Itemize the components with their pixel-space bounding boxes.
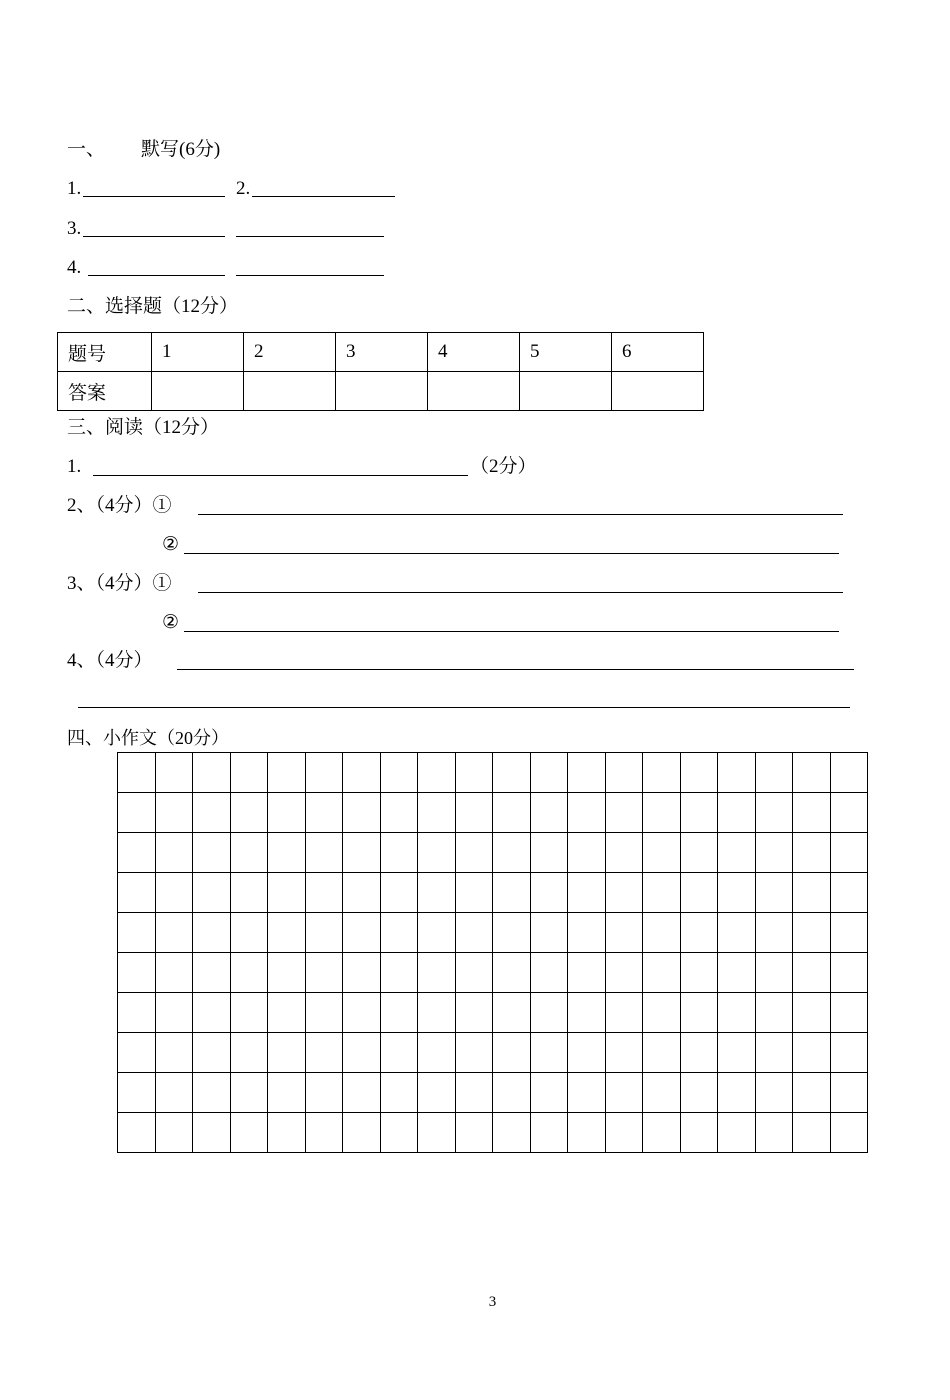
grid-cell[interactable]	[756, 833, 794, 873]
grid-cell[interactable]	[606, 1033, 644, 1073]
grid-cell[interactable]	[756, 873, 794, 913]
grid-cell[interactable]	[118, 1113, 156, 1153]
grid-cell[interactable]	[381, 793, 419, 833]
grid-cell[interactable]	[756, 1073, 794, 1113]
grid-cell[interactable]	[306, 873, 344, 913]
grid-cell[interactable]	[193, 873, 231, 913]
answer-cell-3[interactable]	[336, 372, 428, 411]
reading-q2-label: 2、（4分）①	[67, 495, 172, 516]
grid-cell[interactable]	[193, 913, 231, 953]
grid-cell[interactable]	[193, 1033, 231, 1073]
fill-label-2: 2.	[236, 178, 251, 199]
grid-cell[interactable]	[456, 913, 494, 953]
grid-cell[interactable]	[718, 993, 756, 1033]
grid-cell[interactable]	[531, 833, 569, 873]
grid-cell[interactable]	[268, 873, 306, 913]
essay-grid[interactable]	[117, 752, 868, 1153]
answer-table	[57, 332, 704, 411]
grid-cell[interactable]	[718, 1073, 756, 1113]
grid-cell[interactable]	[568, 993, 606, 1033]
reading-q4-label: 4、（4分）	[67, 650, 153, 671]
table-cell: 答案	[58, 372, 152, 411]
grid-cell[interactable]	[493, 833, 531, 873]
grid-cell[interactable]	[793, 793, 831, 833]
grid-cell[interactable]	[831, 953, 869, 993]
section1-title: 默写(6分)	[141, 139, 221, 160]
grid-cell[interactable]	[156, 1033, 194, 1073]
grid-cell[interactable]	[268, 913, 306, 953]
grid-cell[interactable]	[643, 913, 681, 953]
reading-q3-label: 3、（4分）①	[67, 573, 172, 594]
grid-cell[interactable]	[493, 1033, 531, 1073]
grid-cell[interactable]	[606, 953, 644, 993]
fill-label-3: 3.	[67, 218, 82, 239]
grid-cell[interactable]	[493, 993, 531, 1033]
grid-cell[interactable]	[381, 913, 419, 953]
table-cell: 5	[520, 333, 612, 372]
grid-cell[interactable]	[343, 1073, 381, 1113]
grid-cell[interactable]	[831, 833, 869, 873]
reading-q4-blank-2[interactable]	[78, 707, 850, 708]
grid-cell[interactable]	[118, 953, 156, 993]
grid-cell[interactable]	[118, 1033, 156, 1073]
grid-cell[interactable]	[193, 953, 231, 993]
grid-cell[interactable]	[606, 1113, 644, 1153]
grid-cell[interactable]	[756, 1033, 794, 1073]
section2-title: 二、选择题（12分）	[67, 296, 239, 317]
grid-cell[interactable]	[531, 1033, 569, 1073]
grid-cell[interactable]	[831, 753, 869, 793]
grid-cell[interactable]	[193, 753, 231, 793]
grid-cell[interactable]	[606, 913, 644, 953]
grid-cell[interactable]	[681, 913, 719, 953]
grid-cell[interactable]	[756, 793, 794, 833]
grid-cell[interactable]	[418, 913, 456, 953]
grid-cell[interactable]	[606, 873, 644, 913]
grid-cell[interactable]	[831, 873, 869, 913]
grid-cell[interactable]	[343, 833, 381, 873]
grid-cell[interactable]	[606, 993, 644, 1033]
grid-cell[interactable]	[418, 793, 456, 833]
grid-cell[interactable]	[231, 753, 269, 793]
grid-cell[interactable]	[456, 1113, 494, 1153]
grid-cell[interactable]	[118, 753, 156, 793]
grid-cell[interactable]	[456, 753, 494, 793]
grid-cell[interactable]	[531, 1073, 569, 1113]
grid-cell[interactable]	[231, 793, 269, 833]
grid-cell[interactable]	[343, 1033, 381, 1073]
grid-cell[interactable]	[156, 953, 194, 993]
grid-cell[interactable]	[268, 993, 306, 1033]
answer-cell-5[interactable]	[520, 372, 612, 411]
grid-cell[interactable]	[156, 793, 194, 833]
fill-blank-3b[interactable]	[236, 236, 384, 237]
fill-blank-2[interactable]	[252, 196, 395, 197]
grid-cell[interactable]	[831, 1113, 869, 1153]
grid-cell[interactable]	[343, 793, 381, 833]
grid-cell[interactable]	[568, 873, 606, 913]
grid-cell[interactable]	[456, 793, 494, 833]
grid-cell[interactable]	[531, 753, 569, 793]
grid-cell[interactable]	[718, 793, 756, 833]
grid-cell[interactable]	[156, 833, 194, 873]
grid-cell[interactable]	[793, 1113, 831, 1153]
grid-cell[interactable]	[718, 873, 756, 913]
grid-cell[interactable]	[418, 873, 456, 913]
grid-cell[interactable]	[456, 993, 494, 1033]
fill-blank-4a[interactable]	[88, 275, 225, 276]
grid-cell[interactable]	[231, 1033, 269, 1073]
grid-cell[interactable]	[568, 913, 606, 953]
grid-cell[interactable]	[118, 1073, 156, 1113]
grid-cell[interactable]	[793, 1033, 831, 1073]
grid-cell[interactable]	[118, 993, 156, 1033]
grid-cell[interactable]	[268, 793, 306, 833]
grid-cell[interactable]	[381, 953, 419, 993]
grid-cell[interactable]	[756, 993, 794, 1033]
grid-cell[interactable]	[793, 993, 831, 1033]
table-cell: 3	[336, 333, 428, 372]
grid-cell[interactable]	[231, 873, 269, 913]
grid-cell[interactable]	[306, 793, 344, 833]
grid-cell[interactable]	[643, 753, 681, 793]
grid-cell[interactable]	[118, 873, 156, 913]
grid-cell[interactable]	[381, 753, 419, 793]
section1-number: 一、	[67, 139, 106, 160]
grid-cell[interactable]	[718, 753, 756, 793]
grid-cell[interactable]	[681, 793, 719, 833]
grid-cell[interactable]	[568, 753, 606, 793]
grid-cell[interactable]	[268, 753, 306, 793]
grid-cell[interactable]	[493, 753, 531, 793]
grid-cell[interactable]	[381, 873, 419, 913]
grid-cell[interactable]	[831, 1073, 869, 1113]
grid-cell[interactable]	[568, 1073, 606, 1113]
grid-cell[interactable]	[681, 833, 719, 873]
grid-cell[interactable]	[343, 993, 381, 1033]
grid-cell[interactable]	[306, 953, 344, 993]
reading-q2-blank-1[interactable]	[198, 514, 843, 515]
grid-cell[interactable]	[418, 753, 456, 793]
grid-cell[interactable]	[606, 833, 644, 873]
grid-cell[interactable]	[568, 1033, 606, 1073]
reading-q1-score: （2分）	[470, 456, 537, 477]
fill-label-1: 1.	[67, 178, 82, 199]
grid-cell[interactable]	[118, 793, 156, 833]
grid-cell[interactable]	[606, 753, 644, 793]
section4-title: 四、小作文（20分）	[67, 728, 229, 748]
grid-cell[interactable]	[156, 753, 194, 793]
grid-cell[interactable]	[118, 833, 156, 873]
grid-cell[interactable]	[456, 1033, 494, 1073]
answer-cell-1[interactable]	[152, 372, 244, 411]
grid-cell[interactable]	[756, 1113, 794, 1153]
grid-cell[interactable]	[118, 913, 156, 953]
answer-cell-6[interactable]	[612, 372, 704, 411]
grid-cell[interactable]	[456, 953, 494, 993]
grid-cell[interactable]	[718, 1033, 756, 1073]
grid-cell[interactable]	[156, 1113, 194, 1153]
grid-cell[interactable]	[156, 1073, 194, 1113]
reading-q2-sub2: ②	[162, 534, 180, 555]
table-cell: 4	[428, 333, 520, 372]
reading-q3-sub2: ②	[162, 612, 180, 633]
grid-cell[interactable]	[756, 753, 794, 793]
grid-cell[interactable]	[493, 1113, 531, 1153]
table-cell: 6	[612, 333, 704, 372]
grid-cell[interactable]	[193, 793, 231, 833]
grid-cell[interactable]	[343, 873, 381, 913]
grid-cell[interactable]	[793, 953, 831, 993]
grid-cell[interactable]	[681, 993, 719, 1033]
grid-cell[interactable]	[381, 1073, 419, 1113]
grid-cell[interactable]	[493, 873, 531, 913]
fill-label-4: 4.	[67, 257, 82, 278]
grid-cell[interactable]	[306, 833, 344, 873]
grid-cell[interactable]	[531, 873, 569, 913]
grid-cell[interactable]	[343, 953, 381, 993]
grid-cell[interactable]	[343, 913, 381, 953]
grid-cell[interactable]	[643, 793, 681, 833]
grid-cell[interactable]	[418, 1073, 456, 1113]
grid-cell[interactable]	[493, 1073, 531, 1113]
grid-cell[interactable]	[568, 833, 606, 873]
grid-cell[interactable]	[831, 793, 869, 833]
grid-cell[interactable]	[531, 913, 569, 953]
grid-cell[interactable]	[381, 993, 419, 1033]
grid-cell[interactable]	[643, 1033, 681, 1073]
grid-cell[interactable]	[381, 1113, 419, 1153]
grid-cell[interactable]	[493, 793, 531, 833]
grid-cell[interactable]	[193, 993, 231, 1033]
grid-cell[interactable]	[493, 913, 531, 953]
reading-q2-blank-2[interactable]	[184, 553, 839, 554]
grid-cell[interactable]	[531, 1113, 569, 1153]
grid-cell[interactable]	[568, 793, 606, 833]
grid-cell[interactable]	[381, 1033, 419, 1073]
grid-cell[interactable]	[756, 953, 794, 993]
grid-cell[interactable]	[718, 1113, 756, 1153]
grid-cell[interactable]	[418, 953, 456, 993]
grid-cell[interactable]	[306, 913, 344, 953]
grid-cell[interactable]	[306, 1073, 344, 1113]
grid-cell[interactable]	[456, 873, 494, 913]
grid-cell[interactable]	[793, 1073, 831, 1113]
grid-cell[interactable]	[156, 993, 194, 1033]
grid-cell[interactable]	[268, 1033, 306, 1073]
grid-cell[interactable]	[568, 953, 606, 993]
grid-cell[interactable]	[568, 1113, 606, 1153]
grid-cell[interactable]	[306, 1033, 344, 1073]
grid-cell[interactable]	[231, 1113, 269, 1153]
grid-cell[interactable]	[606, 793, 644, 833]
grid-cell[interactable]	[643, 953, 681, 993]
table-row-header	[58, 333, 704, 372]
grid-cell[interactable]	[418, 993, 456, 1033]
answer-cell-2[interactable]	[244, 372, 336, 411]
grid-cell[interactable]	[718, 833, 756, 873]
grid-cell[interactable]	[681, 873, 719, 913]
grid-cell[interactable]	[231, 833, 269, 873]
reading-q1-blank[interactable]	[93, 475, 468, 476]
grid-cell[interactable]	[793, 833, 831, 873]
grid-cell[interactable]	[231, 1073, 269, 1113]
grid-cell[interactable]	[831, 1033, 869, 1073]
reading-q1-label: 1.	[67, 456, 82, 477]
grid-cell[interactable]	[381, 833, 419, 873]
grid-cell[interactable]	[306, 1113, 344, 1153]
grid-cell[interactable]	[418, 1033, 456, 1073]
grid-cell[interactable]	[531, 793, 569, 833]
grid-cell[interactable]	[643, 833, 681, 873]
table-cell: 1	[152, 333, 244, 372]
grid-cell[interactable]	[231, 993, 269, 1033]
page-number: 3	[488, 1294, 497, 1310]
fill-blank-4b[interactable]	[236, 275, 384, 276]
grid-cell[interactable]	[681, 753, 719, 793]
grid-cell[interactable]	[643, 1073, 681, 1113]
grid-cell[interactable]	[831, 993, 869, 1033]
grid-cell[interactable]	[306, 753, 344, 793]
grid-cell[interactable]	[531, 993, 569, 1033]
grid-cell[interactable]	[793, 753, 831, 793]
grid-cell[interactable]	[681, 1033, 719, 1073]
grid-cell[interactable]	[418, 833, 456, 873]
grid-cell[interactable]	[156, 913, 194, 953]
grid-cell[interactable]	[718, 913, 756, 953]
grid-cell[interactable]	[193, 1113, 231, 1153]
grid-cell[interactable]	[681, 1073, 719, 1113]
grid-cell[interactable]	[643, 873, 681, 913]
grid-cell[interactable]	[493, 953, 531, 993]
grid-cell[interactable]	[156, 873, 194, 913]
table-row-answer	[58, 372, 704, 411]
grid-cell[interactable]	[268, 1113, 306, 1153]
grid-cell[interactable]	[681, 953, 719, 993]
grid-cell[interactable]	[718, 953, 756, 993]
grid-cell[interactable]	[193, 833, 231, 873]
grid-cell[interactable]	[531, 953, 569, 993]
grid-cell[interactable]	[643, 1113, 681, 1153]
grid-cell[interactable]	[268, 833, 306, 873]
grid-cell[interactable]	[343, 753, 381, 793]
grid-cell[interactable]	[681, 1113, 719, 1153]
section3-title: 三、阅读（12分）	[67, 417, 220, 438]
grid-cell[interactable]	[268, 953, 306, 993]
table-cell: 2	[244, 333, 336, 372]
reading-q3-blank-2[interactable]	[184, 631, 839, 632]
grid-cell[interactable]	[756, 913, 794, 953]
table-cell: 题号	[58, 333, 152, 372]
reading-q4-blank-1[interactable]	[177, 669, 854, 670]
grid-cell[interactable]	[231, 953, 269, 993]
answer-cell-4[interactable]	[428, 372, 520, 411]
grid-cell[interactable]	[343, 1113, 381, 1153]
grid-cell[interactable]	[831, 913, 869, 953]
fill-blank-1[interactable]	[83, 196, 225, 197]
grid-cell[interactable]	[231, 913, 269, 953]
grid-cell[interactable]	[193, 1073, 231, 1113]
reading-q3-blank-1[interactable]	[198, 592, 843, 593]
grid-cell[interactable]	[793, 873, 831, 913]
grid-cell[interactable]	[418, 1113, 456, 1153]
grid-cell[interactable]	[643, 993, 681, 1033]
grid-cell[interactable]	[793, 913, 831, 953]
grid-cell[interactable]	[306, 993, 344, 1033]
grid-cell[interactable]	[268, 1073, 306, 1113]
grid-cell[interactable]	[456, 833, 494, 873]
fill-blank-3a[interactable]	[83, 236, 225, 237]
grid-cell[interactable]	[456, 1073, 494, 1113]
grid-cell[interactable]	[606, 1073, 644, 1113]
